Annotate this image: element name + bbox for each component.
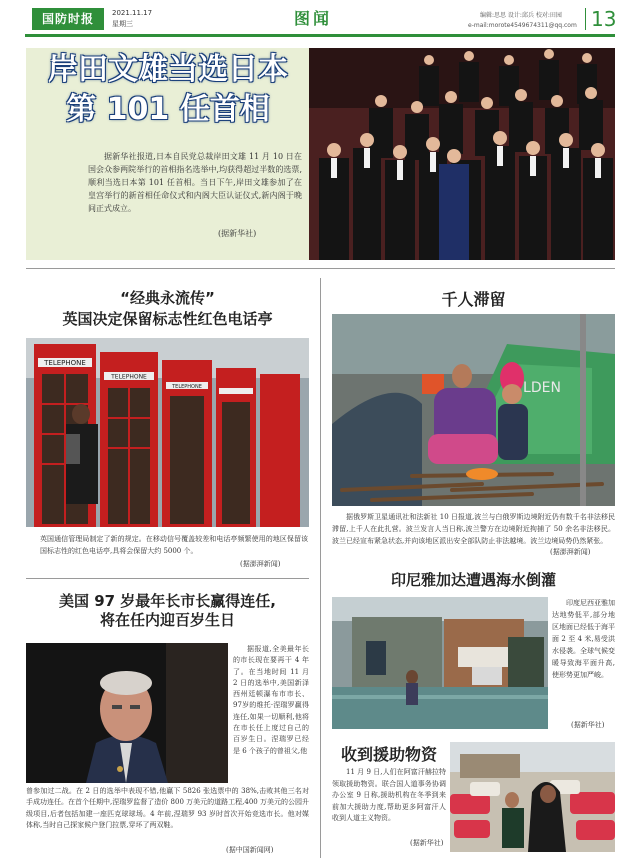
issue-weekday: 星期三	[112, 20, 133, 28]
migrant-story-body: 据俄罗斯卫星通讯社和法新社 10 日报道,波兰与白俄罗斯边境附近仍有数千名非法移民滞留,上千人在此扎营。波兰发言人当日称,波兰警方在边境附近拘捕了 50 余名非法移民。波兰已经宣布紧急状态,并向该地区派出安全部队防止非法越境。波兰边境局势仍然紧张。	[332, 513, 615, 545]
header-separator	[585, 8, 586, 30]
red-phone-booth-photo	[26, 338, 309, 527]
mayor-story-body-column: 据报道,全美最年长的市长现在要再干 4 年了。在当地时间 11 月 2 日的选举中,美国新泽西州廷顿瀑布市市长、97岁的维托·涅瑞罗赢得连任,如果一切顺利,他将在市长任上度过自己的百岁生日。涅瑞罗已经是 6 个孩子的曾祖父,他	[233, 645, 309, 755]
lead-story-headline: 岸田文雄当选日本 第 101 任首相	[48, 52, 288, 127]
migrant-story-title: 千人滞留	[441, 290, 506, 309]
page-number: 13	[591, 7, 617, 31]
jakarta-flood-photo	[332, 597, 548, 729]
tent-lettering: LDEN	[523, 380, 561, 396]
issue-date: 2021.11.17	[112, 9, 153, 17]
flood-story-body: 印度尼西亚雅加达地势低平,部分地区地面已经低于海平面 2 至 4 米,易受洪水侵袭。全球气候变暖导致海平面升高,使形势更加严峻。	[552, 599, 615, 679]
mayor-portrait-photo	[26, 643, 228, 783]
aid-story-source: (据新华社)	[410, 839, 444, 847]
newspaper-logo: 国防时报	[32, 8, 104, 30]
phone-sign-3: TELEPHONE	[172, 384, 202, 390]
aid-distribution-photo	[450, 742, 615, 852]
phone-story-body: 英国通信管理局制定了新的规定。在移动信号覆盖较差和电话亭频繁使用的地区保留该国标志性的红色电话亭,具将会保留大约 5000 个。	[40, 535, 308, 555]
phone-sign-1: TELEPHONE	[44, 359, 86, 367]
phone-story-kicker: “经典永流传”	[120, 289, 215, 307]
aid-story-title: 收到援助物资	[340, 745, 437, 764]
editor-credits: 编辑:思思 设计:邱兵 校对:田园	[480, 12, 562, 19]
section-title: 图闻	[293, 9, 332, 28]
phone-story-source: (据澎湃新闻)	[240, 560, 281, 568]
lead-story-source: (据新华社)	[218, 229, 257, 238]
phone-story-title: 英国决定保留标志性红色电话亭	[62, 310, 273, 328]
header-rule	[25, 34, 615, 37]
lead-story-body: 据新华社报道,日本自民党总裁岸田文雄 11 月 10 日在国会众参两院举行的首相指名选举中,均获得超过半数的选票,顺利当选日本第 101 任首相。当日下午,岸田文雄参加了在皇宫举行的新首相任命仪式和内阁大臣认证仪式,新内阁于晚间正式成立。	[88, 152, 302, 213]
migrant-story-source: (据澎湃新闻)	[550, 548, 591, 556]
section-divider	[26, 578, 309, 579]
border-camp-photo	[332, 314, 615, 506]
flood-story-source: (据新华社)	[571, 721, 605, 729]
flood-story-title: 印尼雅加达遭遇海水倒灌	[390, 571, 556, 589]
contact-email: e-mail:morote4549674311@qq.com	[468, 22, 577, 29]
column-divider	[320, 278, 321, 858]
aid-story-body: 11 月 9 日,人们在阿富汗赫拉特领取援助物资。联合国人道事务协调办公室 9 日称,援助机构在冬季到来前加大援助力度,帮助更多阿富汗人收到人道主义物资。	[332, 768, 446, 823]
mayor-story-source: (据中国新闻网)	[226, 846, 274, 854]
cabinet-group-photo	[309, 48, 615, 260]
phone-sign-2: TELEPHONE	[111, 373, 147, 381]
section-divider	[26, 268, 615, 269]
mayor-story-body-wide: 曾参加过二战。在 2 日的选举中表现不错,他赢下 5826 张选票中的 38%,击败其他三名对手成功连任。在首个任期中,涅瑞罗监督了造价 800 万美元的道路工程,400 万美元的公园升级项目,后者包括加建一座匹克球球场。4 年前,涅瑞罗 93 岁时首次开始竞选市长。他对媒体称,当时自己探家候户登门拉票,穿坏了两双鞋。	[26, 787, 309, 829]
page-header	[0, 0, 625, 42]
mayor-story-title: 美国 97 岁最年长市长赢得连任, 将在任内迎百岁生日	[58, 592, 277, 629]
